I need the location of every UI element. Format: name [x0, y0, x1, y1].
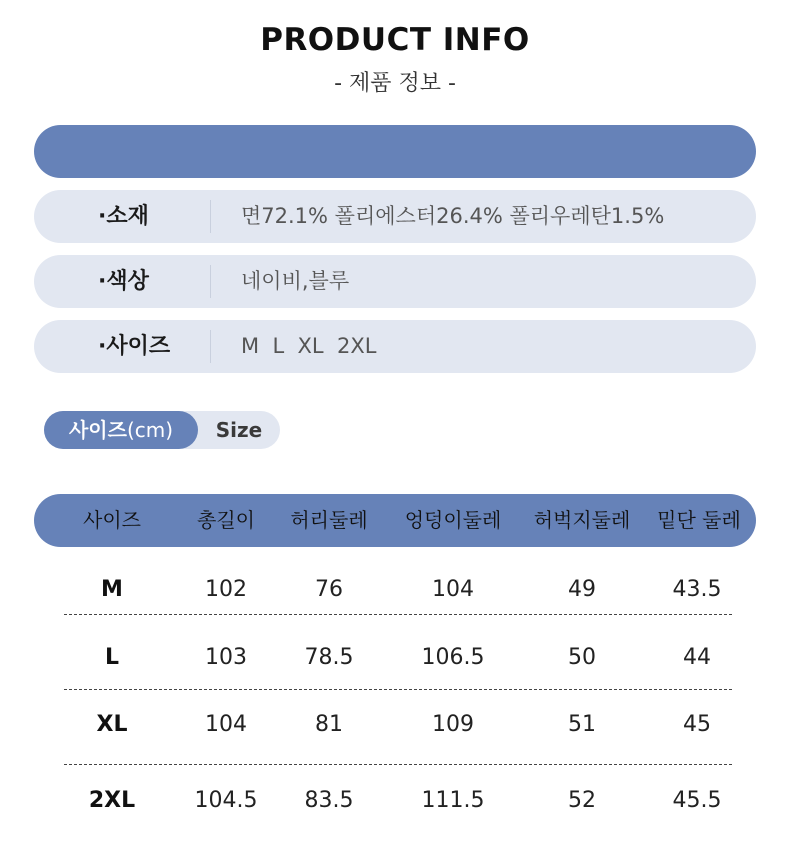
value-cell: 104: [205, 712, 247, 737]
size-table-header: [34, 494, 756, 547]
info-value: M L XL 2XL: [241, 334, 377, 358]
toggle-option-cm-label: 사이즈: [68, 418, 127, 442]
info-label: ·사이즈: [98, 334, 171, 359]
column-header: 밑단 둘레: [657, 508, 741, 532]
value-cell: 103: [205, 645, 247, 670]
info-label: ·색상: [98, 269, 149, 294]
table-row: [0, 781, 790, 821]
divider: [210, 265, 211, 298]
size-cell: 2XL: [88, 788, 136, 813]
unit-toggle[interactable]: [44, 411, 280, 449]
value-cell: 102: [205, 577, 247, 602]
toggle-option-cm-unit: (cm): [126, 418, 174, 442]
value-cell: 45.5: [672, 788, 722, 813]
toggle-option-cm[interactable]: [44, 411, 198, 449]
size-cell: XL: [96, 712, 128, 737]
info-value: 면72.1% 폴리에스터26.4% 폴리우레탄1.5%: [241, 204, 665, 228]
info-row-material: [34, 190, 756, 243]
value-cell: 45: [683, 712, 711, 737]
column-header: 사이즈: [83, 508, 141, 532]
row-divider: [64, 764, 732, 765]
size-cell: L: [104, 645, 120, 670]
column-header: 엉덩이둘레: [404, 508, 502, 532]
size-cell: M: [101, 577, 123, 602]
value-cell: 109: [432, 712, 474, 737]
row-divider: [64, 614, 732, 615]
divider: [210, 200, 211, 233]
value-cell: 51: [568, 712, 596, 737]
value-cell: 111.5: [421, 788, 485, 813]
page-title: PRODUCT INFO: [260, 22, 530, 58]
value-cell: 49: [568, 577, 596, 602]
column-header: 허리둘레: [290, 508, 368, 532]
info-row-size: [34, 320, 756, 373]
value-cell: 76: [315, 577, 343, 602]
info-label: ·소재: [98, 204, 149, 229]
divider: [210, 330, 211, 363]
value-cell: 44: [683, 645, 711, 670]
value-cell: 83.5: [304, 788, 354, 813]
accent-band: [34, 125, 756, 178]
row-divider: [64, 689, 732, 690]
table-row: [0, 705, 790, 745]
column-header: 총길이: [197, 508, 255, 532]
page-subtitle: - 제품 정보 -: [334, 71, 456, 96]
value-cell: 78.5: [304, 645, 354, 670]
value-cell: 106.5: [421, 645, 485, 670]
value-cell: 43.5: [672, 577, 722, 602]
value-cell: 104: [432, 577, 474, 602]
info-row-color: [34, 255, 756, 308]
value-cell: 50: [568, 645, 596, 670]
toggle-option-size[interactable]: Size: [215, 418, 263, 442]
table-row: [0, 638, 790, 678]
value-cell: 81: [315, 712, 343, 737]
table-row: [0, 570, 790, 610]
value-cell: 52: [568, 788, 596, 813]
column-header: 허벅지둘레: [533, 508, 631, 532]
value-cell: 104.5: [194, 788, 258, 813]
info-value: 네이비,블루: [241, 269, 350, 293]
